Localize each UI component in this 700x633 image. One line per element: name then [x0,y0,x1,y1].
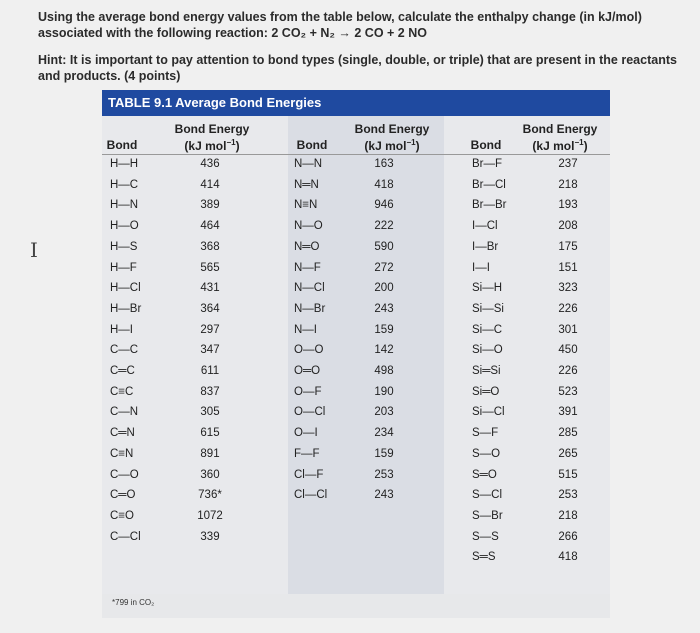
bond-energy-value: 301 [558,323,578,336]
header-bond-2: Bond [296,138,328,152]
bond-energy-value: 222 [374,220,394,233]
bond-label: Si—O [472,344,503,357]
bond-energy-value: 946 [374,199,394,212]
bond-label: Si═O [472,385,500,398]
bond-energy-value: 218 [558,178,578,191]
bond-label: C═N [110,427,135,440]
bond-energy-value: 193 [558,199,578,212]
bond-label: H—Br [110,302,142,315]
bond-energy-value: 265 [558,447,578,460]
bond-energy-value: 611 [200,365,220,377]
bond-energy-value: 163 [374,158,394,170]
bond-energy-value: 175 [558,240,578,253]
bond-label: Br—Br [472,199,507,212]
bond-label: N═N [294,178,319,191]
bond-label: S—F [472,427,499,440]
header-bond-1: Bond [106,138,138,152]
header-bond-3: Bond [470,138,502,152]
bond-energy-value: 285 [558,427,578,440]
bond-energy-value: 253 [374,468,394,481]
bond-label: C≡C [110,385,134,398]
bond-label: Si═Si [472,365,501,377]
bond-label: O—Cl [294,406,326,419]
bond-energy-table [102,90,610,618]
bond-label: H—S [110,240,138,253]
bond-label: S—O [472,447,501,460]
bond-label: H—C [110,178,139,191]
header-energy-2: Bond Energy (kJ mol$^{-1}$) [354,122,430,153]
hint-text: Hint: It is important to pay attention to bond types (single, double, or triple) that are present in the reactants and products. (4 points) [38,53,677,83]
bond-energy-value: 190 [374,385,394,398]
bond-label: S—Cl [472,489,503,502]
header-energy-3: Bond Energy (kJ mol$^{-1}$) [522,122,598,153]
bond-energy-value: 523 [558,385,578,398]
bond-energy-value: 515 [558,468,578,481]
bond-energy-value: 391 [558,406,578,419]
bond-energy-value: 226 [558,365,578,377]
bond-label: Si—C [472,323,503,336]
bond-energy-value: 151 [558,261,578,274]
bond-label: Br—F [472,158,503,170]
header-energy-1: Bond Energy (kJ mol$^{-1}$) [174,122,250,153]
bond-energy-value: 736* [198,489,222,502]
bond-energy-value: 297 [200,323,220,336]
bond-label: O—I [294,427,318,440]
bond-energy-value: 431 [200,282,220,295]
bond-label: S—Br [472,509,503,522]
bond-label: C═O [110,489,136,502]
bond-label: N—Cl [294,282,325,295]
bond-label: Cl—Cl [294,489,328,502]
bond-label: I—Cl [472,220,498,233]
bond-energy-value: 272 [374,261,394,274]
bond-label: O—O [294,344,324,357]
bond-energy-value: 347 [200,344,220,357]
bond-label: N—Br [294,302,326,315]
bond-label: C—N [110,406,139,419]
bond-label: Si—Cl [472,406,505,419]
bond-energy-value: 253 [558,489,578,502]
bond-label: H—F [110,261,137,274]
table-title: TABLE 9.1 Average Bond Energies [102,90,610,116]
bond-label: O═O [294,365,321,377]
bond-energy-value: 364 [200,302,220,315]
bond-energy-value: 159 [374,447,394,460]
bond-label: N—I [294,323,317,336]
bond-label: C≡O [110,509,134,522]
bond-energy-value: 1072 [197,509,223,522]
bond-energy-value: 590 [374,240,394,253]
bond-energy-value: 234 [374,427,394,440]
bond-label: C—O [110,468,139,481]
bond-energy-value: 414 [200,178,220,191]
bond-energy-value: 837 [200,385,220,398]
bond-label: Cl—F [294,468,324,481]
bond-energy-value: 498 [374,365,394,377]
bond-label: Br—Cl [472,178,506,191]
bond-label: H—H [110,158,139,170]
bond-energy-value: 266 [558,530,578,543]
bond-label: C—C [110,344,139,357]
bond-label: S═O [472,468,497,481]
bond-label: Si—Si [472,302,504,315]
bond-energy-value: 565 [200,261,220,274]
bond-label: I—Br [472,240,499,253]
bond-energy-value: 360 [200,468,220,481]
bond-label: S—S [472,530,499,543]
bond-label: C—Cl [110,530,141,543]
bond-label: I—I [472,261,490,274]
bond-label: H—Cl [110,282,141,295]
bond-energy-value: 436 [200,158,220,170]
bond-label: N—O [294,220,323,233]
bond-energy-value: 615 [200,427,220,440]
bond-energy-value: 389 [200,199,220,212]
bond-energy-value: 142 [374,344,394,357]
bond-label: N≡N [294,199,318,212]
bond-energy-value: 418 [374,178,394,191]
bond-label: C≡N [110,447,134,460]
bond-energy-value: 226 [558,302,578,315]
bond-energy-value: 305 [200,406,220,419]
bond-energy-value: 243 [374,489,394,502]
bond-energy-value: 464 [200,220,220,233]
bond-energy-value: 368 [200,240,220,253]
bond-energy-value: 450 [558,344,578,357]
bond-energy-value: 208 [558,220,578,233]
bond-label: S═S [472,551,496,564]
question-body: Using the average bond energy values from the table below, calculate the enthalpy change (in kJ/mol) associated with the following reaction: [38,10,642,40]
bond-energy-value: 203 [374,406,394,419]
bond-energy-value: 200 [374,282,394,295]
bond-energy-value: 159 [374,323,394,336]
bond-label: F—F [294,447,320,460]
bond-energy-value: 891 [200,447,220,460]
question-text [38,9,678,41]
bond-label: H—I [110,323,133,336]
bond-label: N—N [294,158,323,170]
bond-label: N═O [294,240,320,253]
bond-energy-value: 237 [558,158,578,170]
bond-label: C═C [110,365,135,377]
bond-energy-value: 323 [558,282,578,295]
bond-label: H—N [110,199,139,212]
bond-label: Si—H [472,282,503,295]
bond-label: N—F [294,261,321,274]
bond-energy-value: 339 [200,530,220,543]
bond-energy-value: 243 [374,302,394,315]
reaction-equation: 2 CO₂ + N₂ → 2 CO + 2 NO [271,26,427,40]
table-footnote: *799 in CO₂ [112,598,155,607]
bond-energy-value: 218 [558,509,578,522]
bond-energy-value: 418 [558,551,578,564]
header-divider [102,154,610,155]
bond-label: O—F [294,385,322,398]
bond-label: H—O [110,220,139,233]
text-cursor-icon: I [30,238,38,262]
